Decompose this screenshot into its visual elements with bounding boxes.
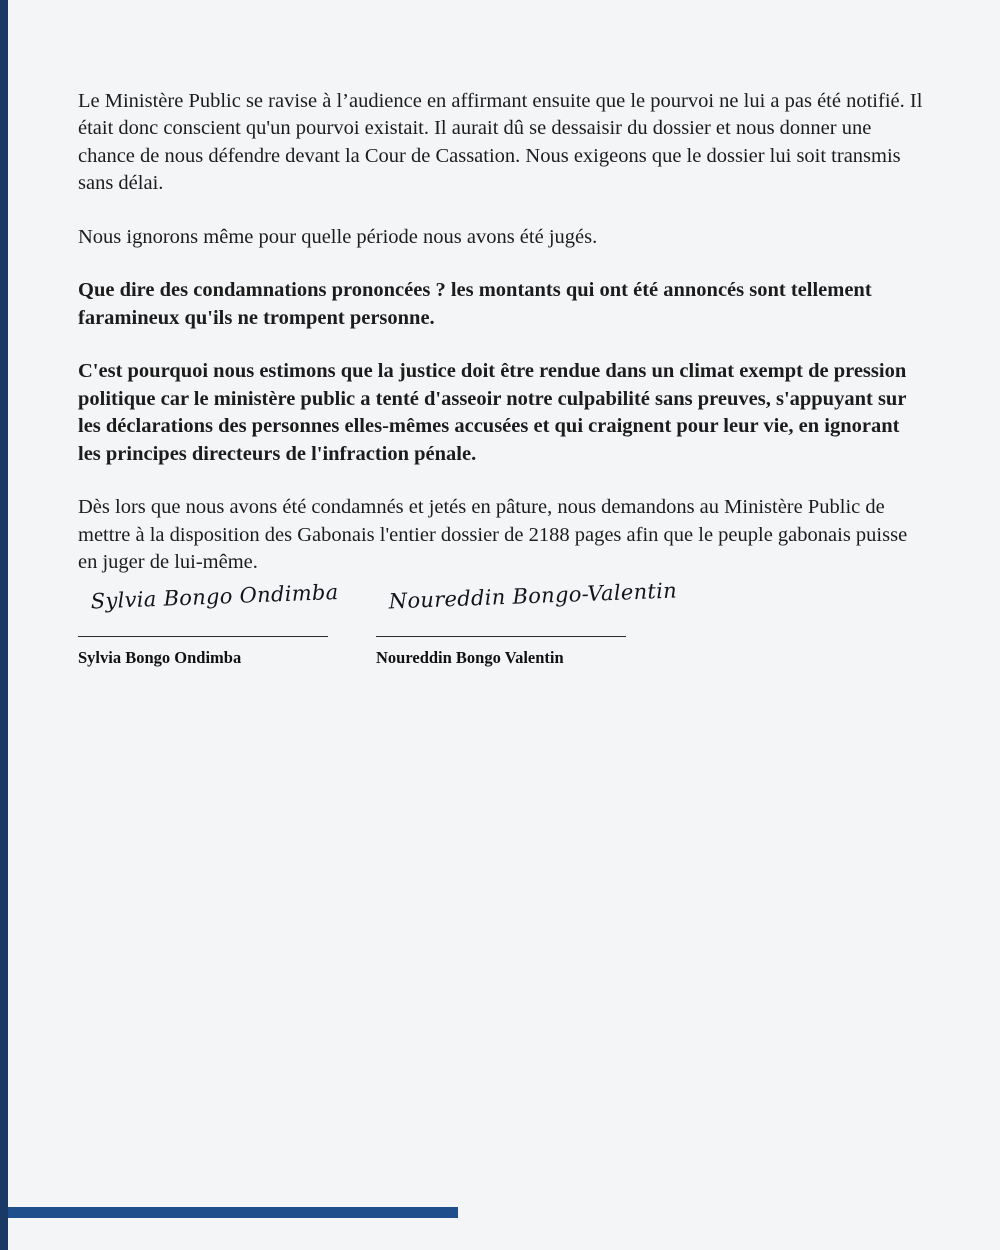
signatory-name: Noureddin Bongo Valentin [376,648,564,667]
document-body [78,88,926,603]
signature-line [78,636,328,637]
bottom-accent-bar [8,1207,458,1218]
paragraph-1: Le Ministère Public se ravise à l’audience en affirmant ensuite que le pourvoi ne lui a pas été notifié. Il était donc conscient qu'un pourvoi existait. Il aurait dû se dessaisir du dossier et nous donner une chance de nous défendre devant la Cour de Cassation. Nous exigeons que le dossier lui soit transmis sans délai. [78,90,923,195]
signature-block-1 [78,578,339,668]
left-accent-rail [0,0,8,1250]
signature-area [78,578,926,668]
handwritten-signature-icon: Sylvia Bongo Ondimba [90,579,339,614]
signature-line [376,636,626,637]
paragraph-2: Nous ignorons même pour quelle période nous avons été jugés. [78,225,598,248]
signatory-name: Sylvia Bongo Ondimba [78,648,242,667]
paragraph-5: Dès lors que nous avons été condamnés et jetés en pâture, nous demandons au Ministère Public de mettre à la disposition des Gabonais l'entier dossier de 2188 pages afin que le peuple gabonais puisse en juger de lui-même. [78,496,908,574]
paragraph-4: C'est pourquoi nous estimons que la justice doit être rendue dans un climat exempt de pression politique car le ministère public a tenté d'asseoir notre culpabilité sans preuves, s'appuyant sur les déclarations des personnes elles-mêmes accusées et qui craignent pour leur vie, en ignorant les principes directeurs de l'infraction pénale. [78,360,907,465]
paragraph-3: Que dire des condamnations prononcées ? les montants qui ont été annoncés sont tellement faramineux qu'ils ne trompent personne. [78,279,872,329]
handwritten-signature-icon: Noureddin Bongo-Valentin [388,578,678,614]
signature-block-2 [376,578,678,668]
